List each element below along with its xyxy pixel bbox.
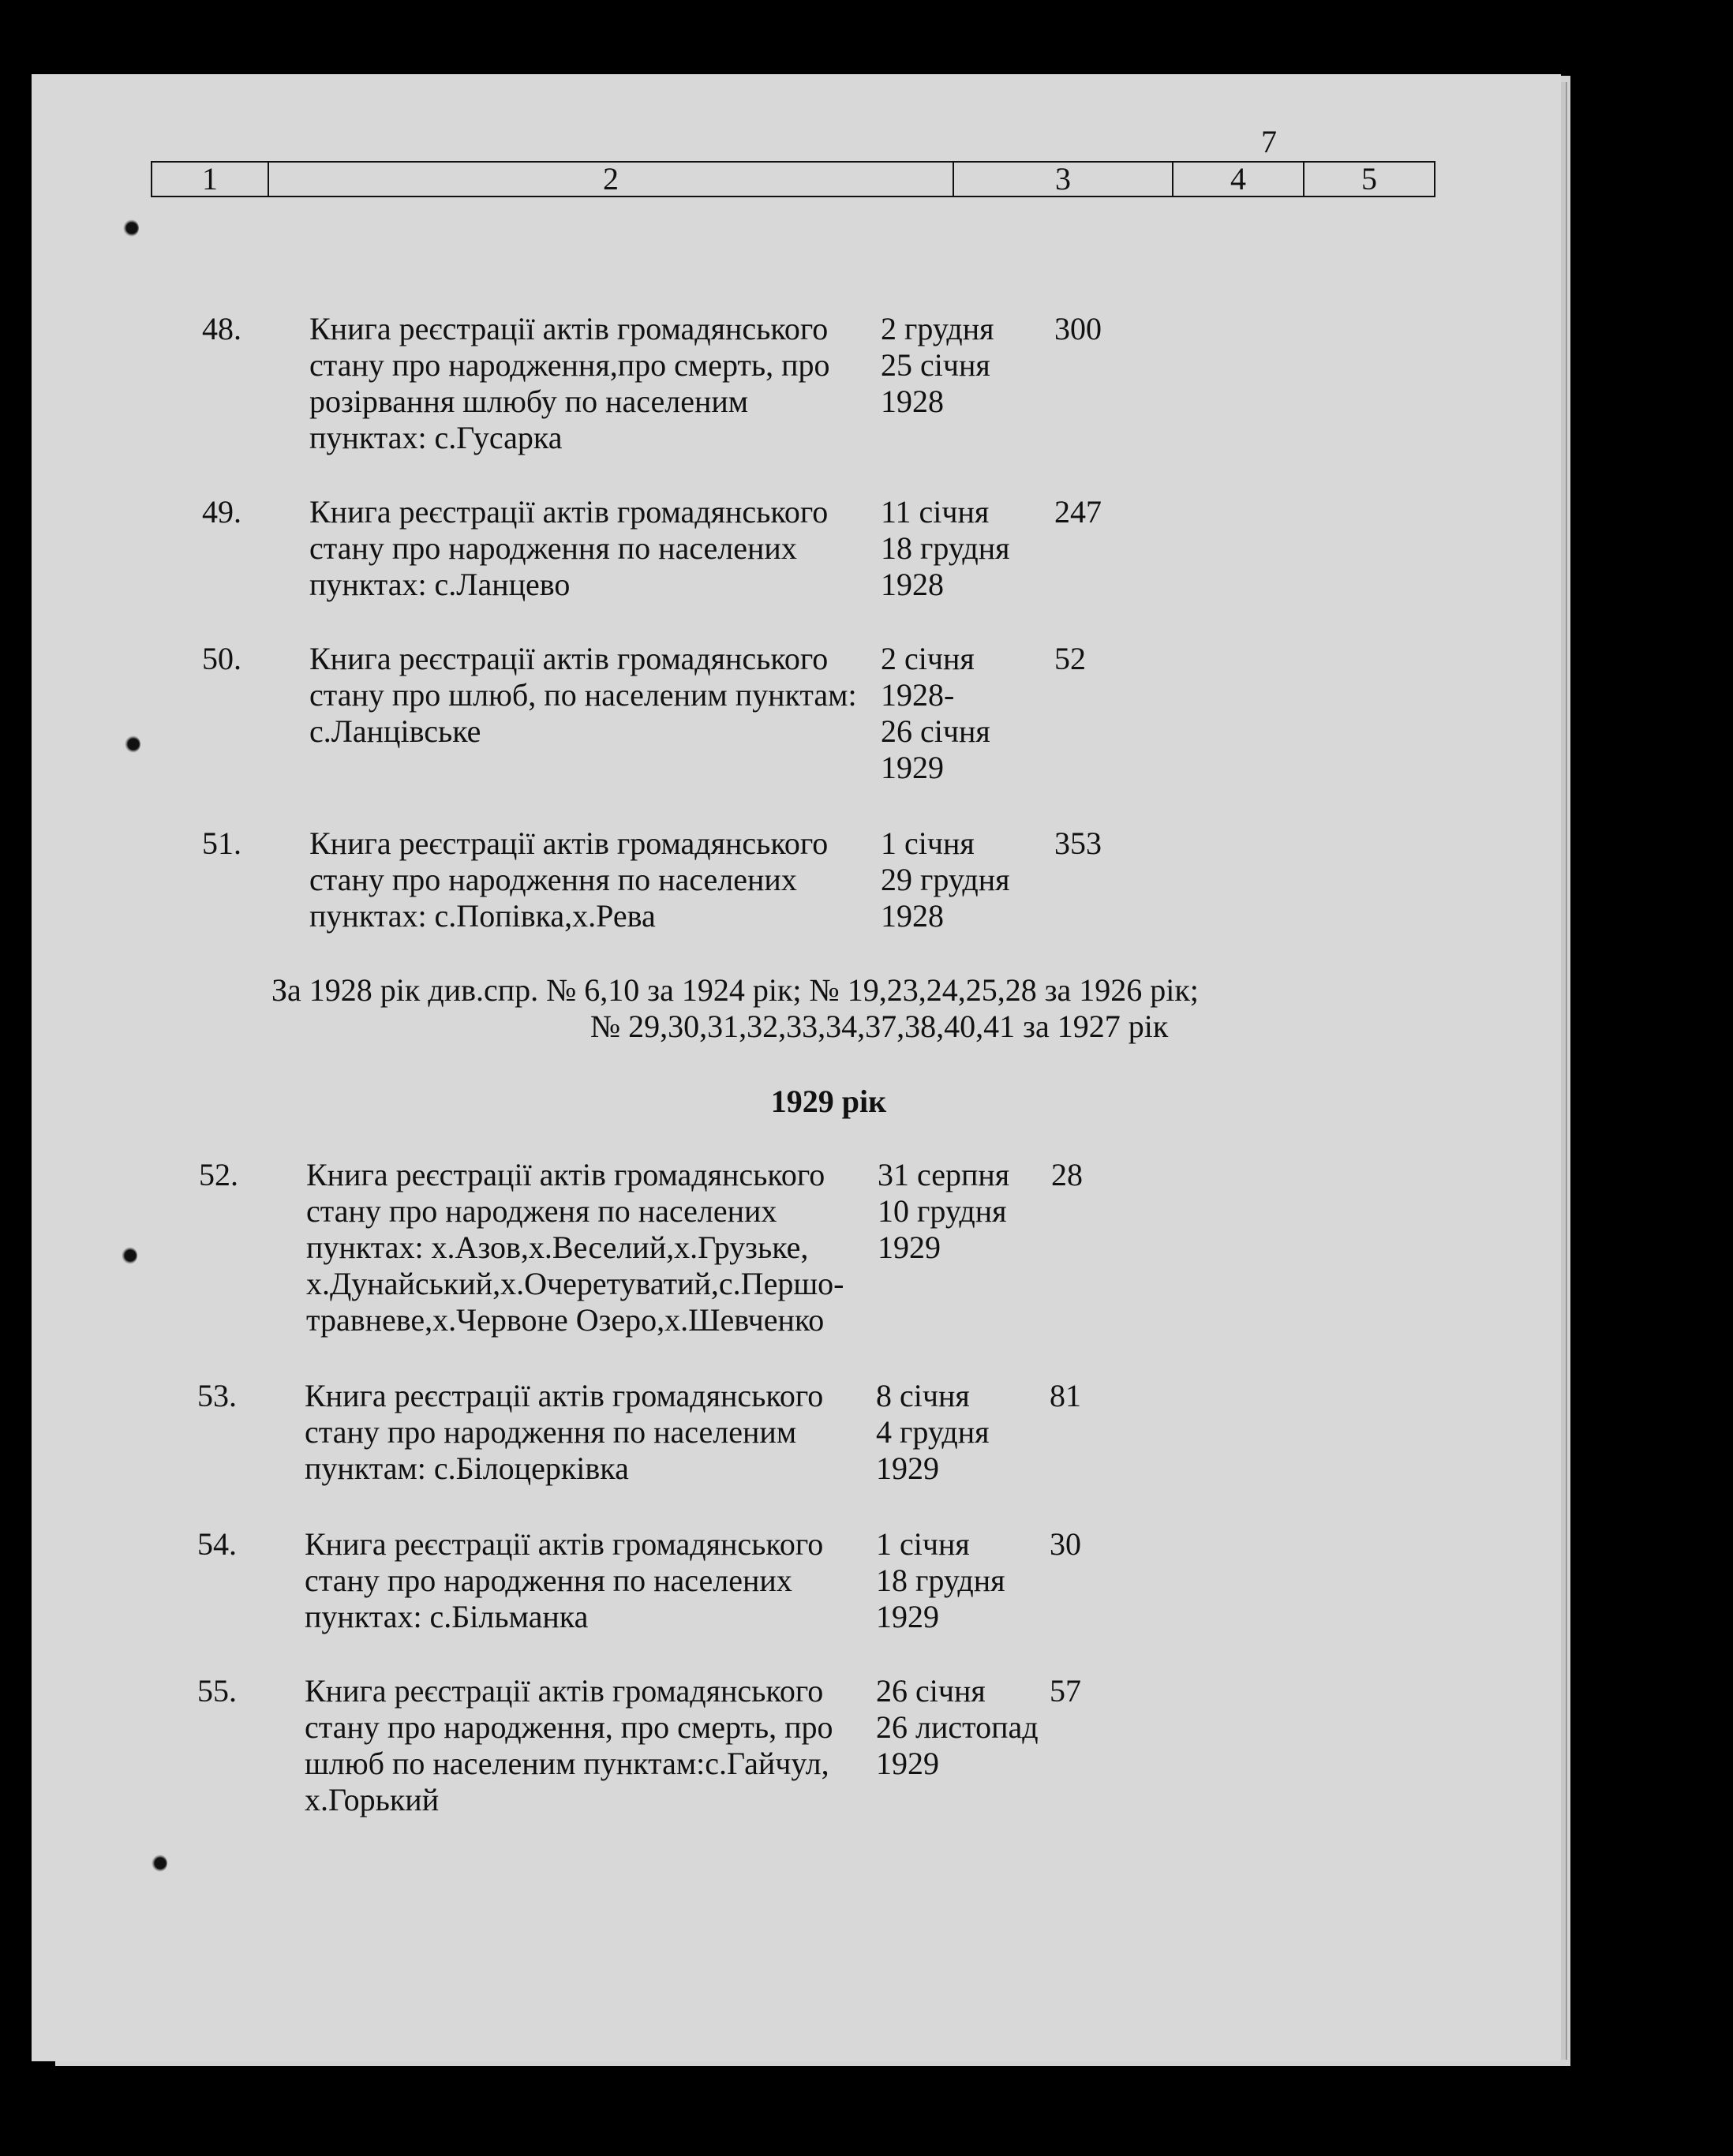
entry-number: 53.	[197, 1378, 237, 1413]
title-line: пунктам: с.Білоцерківка	[305, 1450, 629, 1486]
date-line: 1929	[876, 1599, 939, 1634]
column-header-5: 5	[1304, 162, 1435, 197]
date-line: 1928	[881, 384, 944, 419]
punch-hole	[125, 736, 140, 753]
column-header-4: 4	[1173, 162, 1304, 197]
date-line: 1928	[881, 898, 944, 934]
entry-number: 51.	[202, 825, 241, 861]
title-line: с.Ланцівське	[309, 713, 481, 749]
title-line: стану про народження по населених	[309, 862, 797, 897]
title-line: пунктах: с.Гусарка	[309, 420, 563, 455]
entry-sheet-count: 353	[1054, 825, 1102, 861]
punch-hole	[152, 1855, 167, 1872]
date-line: 10 грудня	[878, 1193, 1007, 1229]
title-line: пунктах: с.Ланцево	[309, 567, 571, 602]
title-line: стану про шлюб, по населеним пунктам:	[309, 677, 857, 713]
date-line: 11 січня	[881, 494, 990, 530]
title-line: х.Горький	[305, 1782, 440, 1817]
date-line: 1 січня	[881, 825, 975, 861]
date-line: 1928	[881, 567, 944, 602]
title-line: стану про народження,про смерть, про	[309, 347, 830, 383]
title-line: х.Дунайський,х.Очеретуватий,с.Першо-	[306, 1266, 844, 1301]
date-line: 2 січня	[881, 641, 975, 676]
date-line: 31 серпня	[878, 1157, 1010, 1192]
date-line: 1 січня	[876, 1526, 970, 1562]
title-line: Книга реєстрації актів громадянського	[309, 825, 829, 861]
page-number: 7	[1261, 124, 1277, 159]
column-header-1: 1	[152, 162, 268, 197]
column-header-table	[151, 161, 1435, 197]
date-line: 1929	[876, 1450, 939, 1486]
date-line: 2 грудня	[881, 311, 994, 346]
entry-number: 52.	[199, 1157, 238, 1192]
entry-number: 54.	[197, 1526, 237, 1562]
date-line: 26 січня	[876, 1673, 986, 1709]
date-line: 1929	[876, 1746, 939, 1781]
entry-sheet-count: 52	[1054, 641, 1086, 676]
title-line: травневе,х.Червоне Озеро,х.Шевченко	[306, 1302, 825, 1338]
entry-sheet-count: 81	[1050, 1378, 1081, 1413]
cross-reference-line: № 29,30,31,32,33,34,37,38,40,41 за 1927 рік	[590, 1009, 1169, 1044]
title-line: пунктах: х.Азов,х.Веселий,х.Грузьке,	[306, 1230, 809, 1265]
title-line: Книга реєстрації актів громадянського	[305, 1673, 824, 1709]
cross-reference-line: За 1928 рік див.спр. № 6,10 за 1924 рік; № 19,23,24,25,28 за 1926 рік;	[271, 972, 1199, 1008]
entry-number: 48.	[202, 311, 241, 346]
punch-hole	[123, 219, 139, 237]
title-line: пунктах: с.Попівка,х.Рева	[309, 898, 656, 934]
date-line: 4 грудня	[876, 1414, 990, 1450]
entry-number: 49.	[202, 494, 241, 530]
title-line: Книга реєстрації актів громадянського	[305, 1526, 824, 1562]
title-line: шлюб по населеним пунктам:с.Гайчул,	[305, 1746, 829, 1781]
title-line: стану про народження по населених	[309, 530, 797, 566]
title-line: Книга реєстрації актів громадянського	[309, 494, 829, 530]
date-line: 8 січня	[876, 1378, 970, 1413]
date-line: 18 грудня	[881, 530, 1010, 566]
year-heading: 1929 рік	[770, 1084, 887, 1119]
title-line: Книга реєстрації актів громадянського	[309, 641, 829, 676]
entry-number: 55.	[197, 1673, 237, 1709]
date-line: 18 грудня	[876, 1563, 1005, 1598]
entry-sheet-count: 57	[1050, 1673, 1081, 1709]
title-line: стану про народження, про смерть, про	[305, 1709, 833, 1745]
title-line: стану про народженя по населених	[306, 1193, 777, 1229]
column-header-2: 2	[268, 162, 953, 197]
title-line: Книга реєстрації актів громадянського	[306, 1157, 825, 1192]
date-line: 26 січня	[881, 713, 990, 749]
date-line: 26 листопад	[876, 1709, 1039, 1745]
entry-sheet-count: 247	[1054, 494, 1102, 530]
date-line: 25 січня	[881, 347, 990, 383]
title-line: Книга реєстрації актів громадянського	[305, 1378, 824, 1413]
date-line: 29 грудня	[881, 862, 1010, 897]
entry-number: 50.	[202, 641, 241, 676]
date-line: 1929	[881, 750, 944, 785]
entry-sheet-count: 30	[1050, 1526, 1081, 1562]
column-header-3: 3	[953, 162, 1173, 197]
title-line: пунктах: с.Більманка	[305, 1599, 589, 1634]
title-line: Книга реєстрації актів громадянського	[309, 311, 829, 346]
punch-hole	[122, 1247, 137, 1264]
entry-sheet-count: 300	[1054, 311, 1102, 346]
title-line: розірвання шлюбу по населеним	[309, 384, 749, 419]
title-line: стану про народження по населеним	[305, 1414, 797, 1450]
title-line: стану про народження по населених	[305, 1563, 792, 1598]
entry-sheet-count: 28	[1051, 1157, 1083, 1192]
date-line: 1928-	[881, 677, 955, 713]
date-line: 1929	[878, 1230, 941, 1265]
